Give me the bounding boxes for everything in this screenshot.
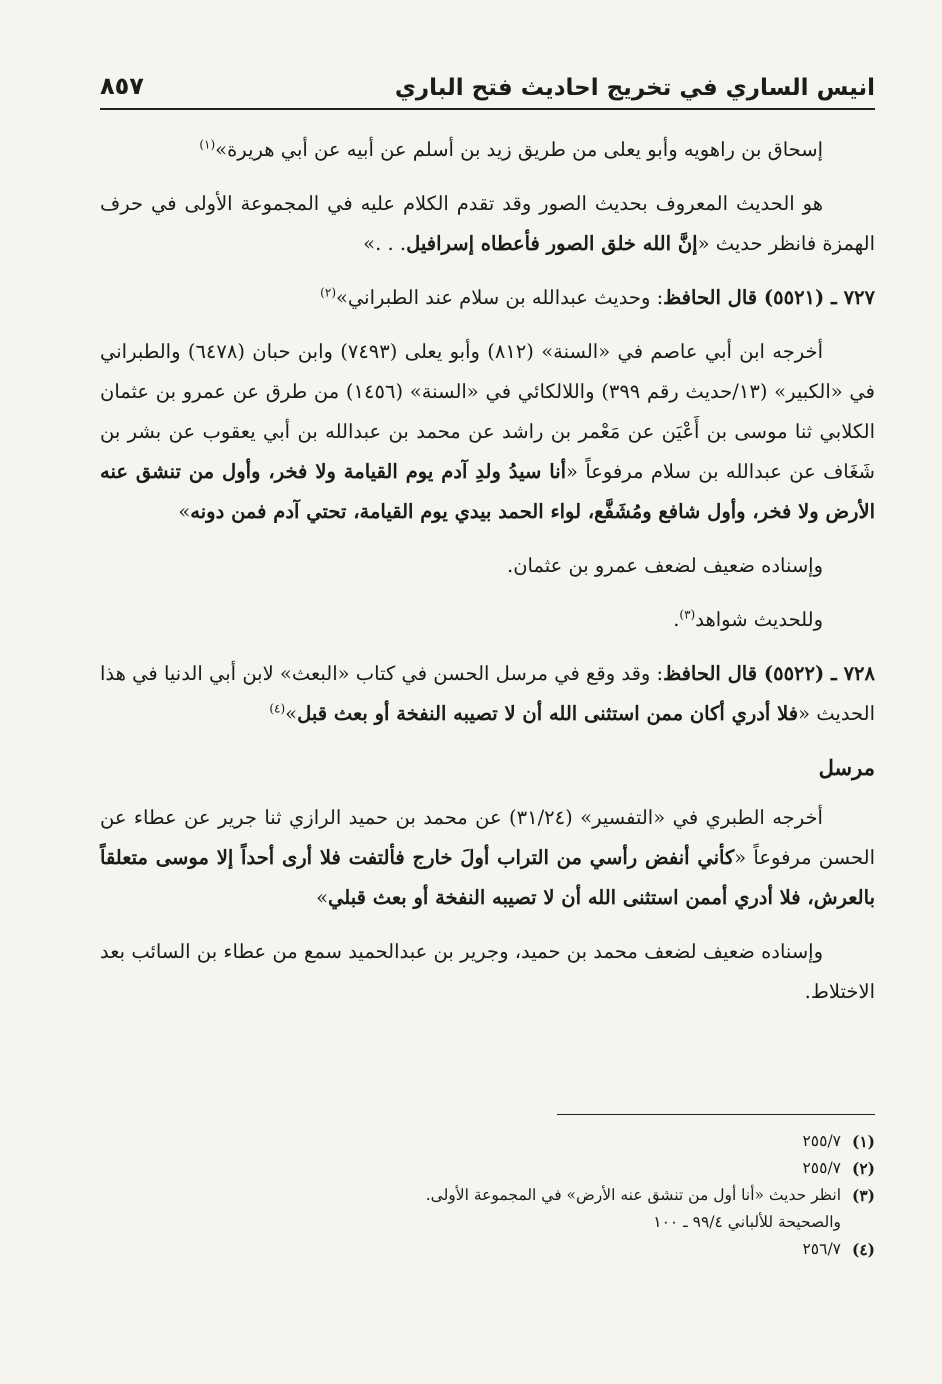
entry-727 [100,278,875,318]
book-page [100,64,875,1354]
footnote-text: ٢٥٦/٧ [802,1240,841,1258]
paragraph-7-text: وإسناده ضعيف لضعف محمد بن حميد، وجرير بن عبدالحميد سمع من عطاء بن السائب بعد الاختلاط. [100,940,875,1003]
footnote-4 [100,1236,875,1263]
footnote-text: ٢٥٥/٧ [802,1132,841,1150]
paragraph-2-tail: . . .» [363,232,407,255]
paragraph-5-text: وللحديث شواهد [695,608,823,631]
paragraph-3-tail: » [178,500,191,523]
footnotes [100,1128,875,1263]
footnote-ref-1: (١) [199,137,216,152]
footnote-number: (٤) [851,1240,875,1259]
footnote-ref-3: (٣) [679,607,696,622]
paragraph-3-text: أخرجه ابن أبي عاصم في «السنة» (٨١٢) وأبو يعلى (٧٤٩٣) وابن حبان (٦٤٧٨) والطبراني في «الكبير» (١٣/حديث رقم ٣٩٩) واللالكائي في «السنة» (١٤٥٦) من طرق عن عمرو بن عثمان الكلابي ثنا موسى بن أَعْيَن عن مَعْمر بن راشد عن محمد بن عبدالله بن أبي يعقوب عن بشر بن شَغَاف عن عبدالله بن سلام مرفوعاً « [100,340,875,483]
footnote-3 [100,1182,875,1209]
footnote-ref-4: (٤) [269,701,286,716]
entry-728 [100,654,875,734]
footnote-text: انظر حديث «أنا أول من تنشق عنه الأرض» في المجموعة الأولى. [425,1186,841,1204]
main-text [100,130,875,1012]
paragraph-3 [100,332,875,532]
footnote-divider [557,1114,875,1115]
hadith-quote-1: إنَّ الله خلق الصور فأعطاه إسرافيل [406,232,698,255]
hadith-quote-4: كأني أنفض رأسي من التراب أولَ خارج فألتفت فلا أرى أحداً إلا موسى متعلقاً بالعرش، فلا أدري أممن استثنى الله أن لا تصيبه النفخة أو بعث قبلي [100,846,875,909]
footnote-number: (١) [851,1132,875,1151]
entry-727-heading: ٧٢٧ ـ (٥٥٢١) قال الحافظ [663,286,875,309]
running-header [100,64,875,110]
footnote-3-continuation: والصحيحة للألباني ٩٩/٤ ـ ١٠٠ [653,1213,841,1231]
section-title: مرسل [818,755,875,780]
entry-727-text: : وحديث عبدالله بن سلام عند الطبراني» [336,286,664,309]
paragraph-1 [100,130,875,170]
paragraph-2-text: هو الحديث المعروف بحديث الصور وقد تقدم الكلام عليه في المجموعة الأولى في حرف الهمزة فانظر حديث « [100,192,875,255]
paragraph-6-tail: » [316,886,328,909]
footnote-ref-2: (٢) [320,285,336,300]
paragraph-6 [100,798,875,918]
footnote-number: (٢) [851,1159,875,1178]
hadith-quote-2: أنا سيدُ ولدِ آدم يوم القيامة ولا فخر، وأول من تنشق عنه الأرض ولا فخر، وأول شافع ومُشَفَّع، لواء الحمد بيدي يوم القيامة، تحتي آدم فمن دونه [100,460,875,523]
footnote-text: ٢٥٥/٧ [802,1159,841,1177]
paragraph-4-text: وإسناده ضعيف لضعف عمرو بن عثمان. [507,554,823,577]
footnote-1 [100,1128,875,1155]
entry-728-text: : وقد وقع في مرسل الحسن في كتاب «البعث» لابن أبي الدنيا في هذا الحديث « [100,662,875,725]
entry-728-heading: ٧٢٨ ـ (٥٥٢٢) قال الحافظ [663,662,875,685]
paragraph-1-text: إسحاق بن راهويه وأبو يعلى من طريق زيد بن أسلم عن أبيه عن أبي هريرة» [215,138,823,161]
footnote-2 [100,1155,875,1182]
book-title: انيس الساري في تخريج احاديث فتح الباري [394,75,875,101]
hadith-quote-3: فلا أدري أكان ممن استثنى الله أن لا تصيبه النفخة أو بعث قبل [297,702,799,725]
page-number: ٨٥٧ [100,72,144,100]
paragraph-5-tail: . [673,608,680,631]
footnote-number: (٣) [851,1186,875,1205]
paragraph-6-text: أخرجه الطبري في «التفسير» (٣١/٢٤) عن محمد بن حميد الرازي ثنا جرير عن عطاء عن الحسن مرفوعاً « [100,806,875,869]
paragraph-4 [100,546,875,586]
paragraph-7 [100,932,875,1012]
paragraph-2 [100,184,875,264]
entry-728-tail: » [285,702,298,725]
paragraph-5 [100,600,875,640]
